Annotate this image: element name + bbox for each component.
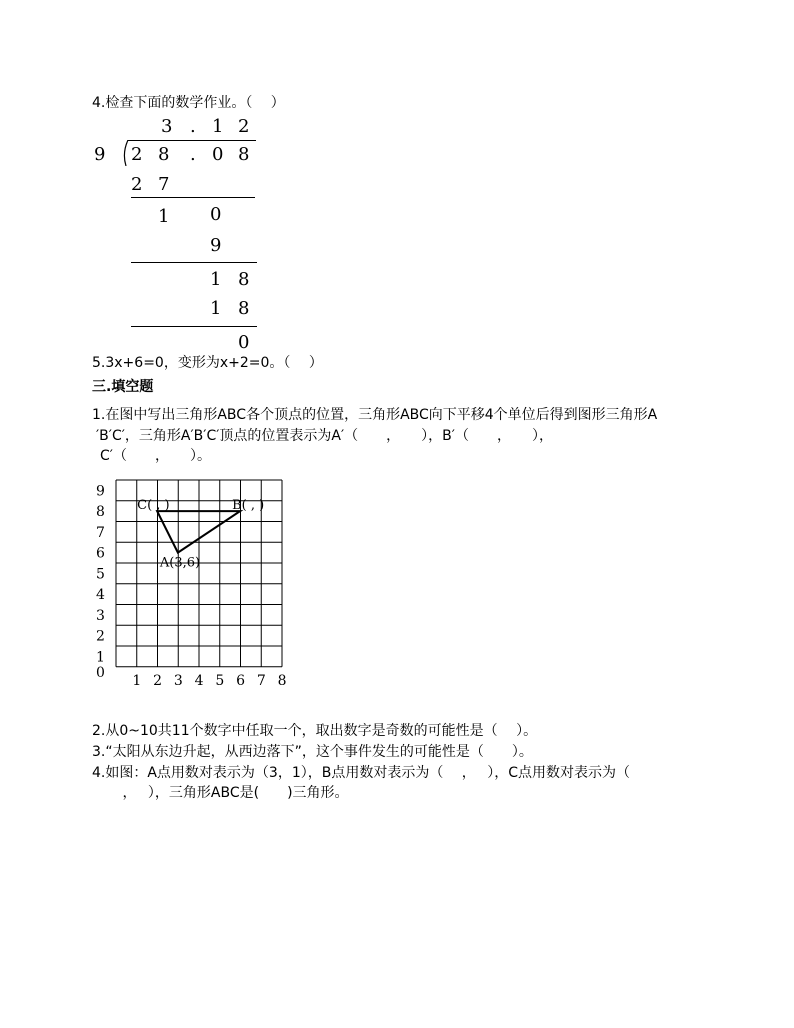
fill-question-3: 3.“太阳从东边升起，从西边落下”，这个事件发生的可能性是（ ）。	[92, 744, 533, 760]
x-tick-label: 4	[194, 672, 204, 689]
y-tick-label: 2	[96, 628, 105, 645]
division-rule	[131, 326, 257, 327]
section-title: 三.填空题	[92, 379, 154, 395]
quotient-digit: 3	[161, 116, 173, 137]
y-tick-label: 7	[96, 524, 105, 541]
y-tick-label: 5	[96, 566, 105, 583]
division-bracket	[118, 140, 132, 166]
point-label-b: B( , )	[232, 498, 265, 514]
dividend-digit: 8	[158, 144, 170, 165]
fill-question-1-cont: C′（ ， ）。	[100, 448, 211, 464]
point-label-c: C( , )	[137, 498, 170, 514]
y-tick-label: 4	[96, 587, 105, 604]
dividend-digit: 8	[238, 144, 250, 165]
step-digit: 9	[210, 235, 222, 256]
quotient-digit: 2	[238, 116, 250, 137]
y-tick-label: 1	[96, 649, 105, 666]
step-digit: 7	[158, 174, 170, 195]
division-rule	[131, 197, 255, 198]
x-tick-label: 2	[153, 672, 163, 689]
step-digit: 0	[210, 204, 222, 225]
divisor: 9	[94, 144, 106, 165]
x-tick-label: 5	[215, 672, 225, 689]
x-tick-label: 1	[132, 672, 142, 689]
x-tick-label: 3	[173, 672, 183, 689]
fill-question-2: 2.从0~10共11个数字中任取一个，取出数字是奇数的可能性是（ ）。	[92, 723, 538, 739]
x-tick-label: 6	[236, 672, 246, 689]
step-digit: 1	[158, 206, 170, 227]
quotient-digit: .	[190, 116, 196, 137]
step-digit: 8	[238, 298, 250, 319]
fill-question-4: 4.如图：A点用数对表示为（3，1），B点用数对表示为（ ， ），C点用数对表示为（	[92, 765, 631, 781]
fill-question-1: 1.在图中写出三角形ABC各个顶点的位置，三角形ABC向下平移4个单位后得到图形三角形A	[92, 407, 658, 423]
dividend-digit: 2	[131, 144, 143, 165]
point-label-a: A(3,6)	[159, 555, 201, 571]
y-tick-label: 6	[96, 545, 105, 562]
question-4-judge: 4.检查下面的数学作业。（ ）	[92, 95, 285, 111]
y-tick-label: 3	[96, 607, 105, 624]
question-5-judge: 5.3x+6=0，变形为x+2=0。（ ）	[92, 355, 323, 371]
coordinate-grid-chart	[88, 470, 303, 695]
step-digit: 8	[238, 269, 250, 290]
fill-question-4-cont: ， ），三角形ABC是( )三角形。	[104, 785, 349, 801]
fill-question-1-cont: ′B′C′，三角形A′B′C′顶点的位置表示为A′（ ， ），B′（ ， ），	[96, 428, 553, 444]
y-tick-label: 9	[96, 483, 105, 500]
step-digit: 1	[210, 298, 222, 319]
y-tick-label: 8	[96, 504, 105, 521]
dividend-digit: .	[190, 144, 196, 165]
quotient-digit: 1	[212, 116, 224, 137]
x-tick-label: 7	[256, 672, 266, 689]
step-digit: 1	[210, 269, 222, 290]
step-digit: 2	[131, 174, 143, 195]
x-tick-label: 8	[277, 672, 287, 689]
division-bar	[128, 140, 256, 141]
remainder-digit: 0	[238, 332, 250, 353]
division-rule	[131, 262, 257, 263]
dividend-digit: 0	[212, 144, 224, 165]
y-tick-label: 0	[96, 664, 105, 681]
